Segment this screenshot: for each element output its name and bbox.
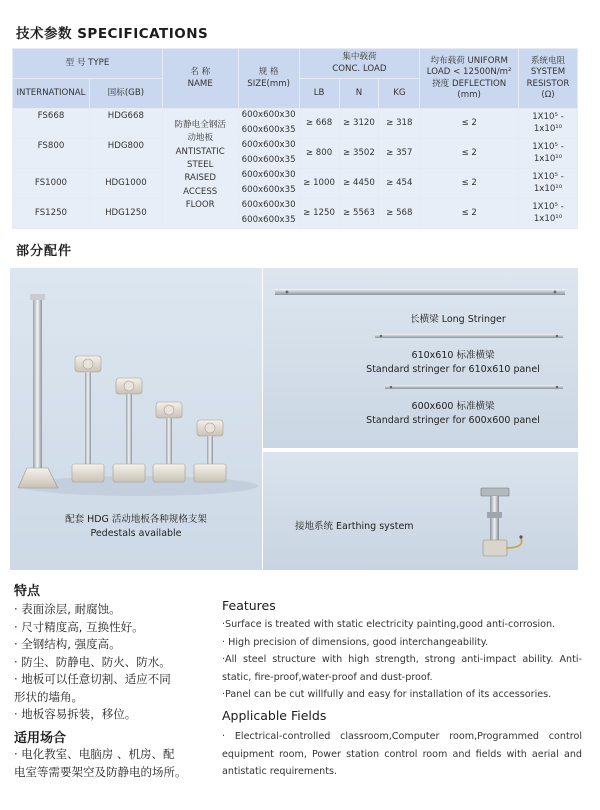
row-kg: ≥ 318 [379, 109, 420, 139]
list-item: 形状的墙角。 [14, 689, 83, 704]
long-stringer-label: 长横梁 Long Stringer [410, 314, 506, 325]
header-kg: KG [379, 79, 420, 109]
header-resistor: 系统电阻 SYSTEM RESISTOR (Ω) [519, 49, 578, 109]
row-deflection: ≤ 2 [420, 169, 519, 199]
row-n: ≥ 4450 [339, 169, 379, 199]
header-size: 规 格 SIZE(mm) [238, 49, 299, 109]
list-item: · 电化教室、电脑房 、机房、配 [14, 747, 175, 761]
pedestals-panel [10, 268, 262, 570]
row-lb: ≥ 668 [299, 109, 339, 139]
row-size: 600x600x30 [238, 169, 299, 184]
row-kg: ≥ 454 [379, 169, 420, 199]
row-resistor: 1X10⁵ - 1x10¹⁰ [519, 199, 578, 229]
list-item: · 全钢结构, 强度高。 [14, 637, 121, 651]
earthing-illustration [263, 452, 578, 570]
row-size: 600x600x35 [238, 184, 299, 199]
row-gb: HDG1250 [89, 199, 162, 229]
list-item: · 地板容易拆装，移位。 [14, 707, 137, 721]
list-item: · 防尘、防静电、防火、防水。 [14, 654, 171, 669]
row-size: 600x600x30 [238, 109, 299, 124]
row-n: ≥ 3120 [339, 109, 379, 139]
row-size: 600x600x35 [238, 214, 299, 229]
header-lb: LB [299, 79, 339, 109]
row-deflection: ≤ 2 [420, 139, 519, 169]
row-size: 600x600x30 [238, 199, 299, 214]
row-kg: ≥ 568 [379, 199, 420, 229]
parts-title: 部分配件 [16, 244, 73, 259]
applications-cn-list [14, 746, 187, 781]
header-gb: 国标(GB) [89, 79, 162, 109]
features-en-text: ·Surface is treated with static electricity painting,good anti-corrosion. · High precision of dimensions, good interchangeability. ·All steel structure with high strength, strong anti-impact ability. Anti-static, fire-proof,water-proof and dust-proof. ·Panel can be cut willfully and easy for installation of its accessories. [222, 619, 582, 700]
header-conc-load: 集中载荷 CONC. LOAD [299, 49, 420, 79]
row-size: 600x600x35 [238, 124, 299, 139]
list-item: · 表面涂层, 耐腐蚀。 [14, 602, 121, 616]
stringer-600-label: 600x600 标准横梁 Standard stringer for 600x600 panel [366, 401, 540, 426]
list-item: · 地板可以任意切割、适应不同 [14, 672, 171, 686]
features-en-title: Features [222, 598, 276, 613]
earthing-caption: 接地系统 Earthing system [295, 521, 414, 532]
row-intl: FS1250 [13, 199, 90, 229]
row-resistor: 1X10⁵ - 1x10¹⁰ [519, 139, 578, 169]
row-gb: HDG800 [89, 139, 162, 169]
row-lb: ≥ 1000 [299, 169, 339, 199]
pedestals-caption: 配套 HDG 活动地板各种规格支架 Pedestals available [65, 514, 207, 539]
stringer-610-label: 610x610 标准横梁 Standard stringer for 610x610 panel [366, 350, 540, 375]
row-lb: ≥ 800 [299, 139, 339, 169]
row-resistor: 1X10⁵ - 1x10¹⁰ [519, 109, 578, 139]
row-kg: ≥ 357 [379, 139, 420, 169]
row-deflection: ≤ 2 [420, 199, 519, 229]
row-n: ≥ 5563 [339, 199, 379, 229]
row-size: 600x600x30 [238, 139, 299, 154]
row-deflection: ≤ 2 [420, 109, 519, 139]
row-n: ≥ 3502 [339, 139, 379, 169]
row-gb: HDG1000 [89, 169, 162, 199]
product-name: 防静电全钢活 动地板 ANTISTATIC STEEL RAISED ACCESS FLOOR [162, 109, 238, 229]
row-intl: FS800 [13, 139, 90, 169]
row-resistor: 1X10⁵ - 1x10¹⁰ [519, 169, 578, 199]
stringers-panel [263, 268, 578, 448]
row-intl: FS668 [13, 109, 90, 139]
spec-table [12, 48, 578, 229]
header-name: 名 称 NAME [162, 49, 238, 109]
row-intl: FS1000 [13, 169, 90, 199]
features-cn-list [14, 601, 171, 724]
fields-en-text: · Electrical-controlled classroom,Computer room,Programmed control equipment room, Power station control room and fields with aerial and antistatic requirements. [222, 731, 582, 777]
list-item: · 尺寸精度高, 互换性好。 [14, 619, 144, 634]
header-n: N [339, 79, 379, 109]
features-cn-title: 特点 [14, 584, 41, 599]
spec-title: 技术参数 SPECIFICATIONS [16, 26, 209, 42]
header-uniform-load: 均布载荷 UNIFORM LOAD < 12500N/m² 挠度 DEFLECTION (mm) [420, 49, 519, 109]
row-size: 600x600x35 [238, 154, 299, 169]
row-gb: HDG668 [89, 109, 162, 139]
earthing-panel [263, 452, 578, 570]
header-type: 型 号 TYPE [13, 49, 163, 79]
list-item: 电室等需要架空及防静电的场所。 [14, 764, 187, 779]
row-lb: ≥ 1250 [299, 199, 339, 229]
header-international: INTERNATIONAL [13, 79, 90, 109]
fields-en-title: Applicable Fields [222, 708, 327, 723]
applications-cn-title: 适用场合 [14, 731, 67, 746]
